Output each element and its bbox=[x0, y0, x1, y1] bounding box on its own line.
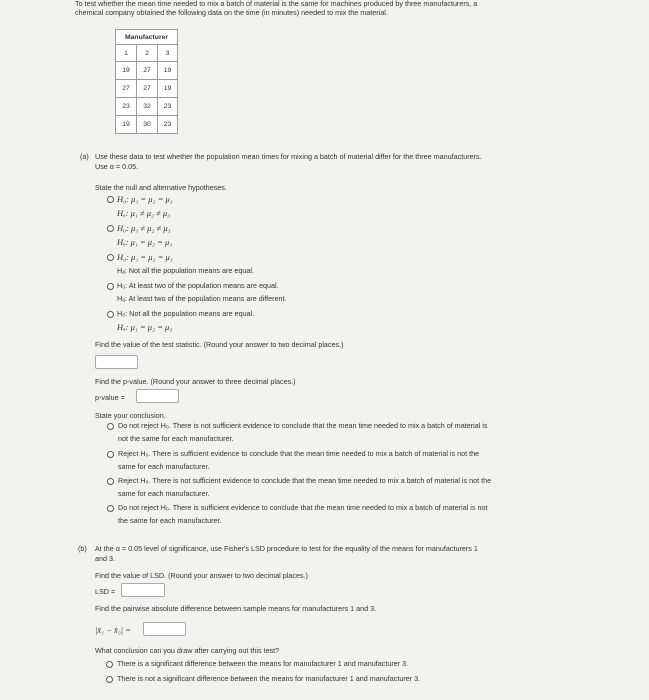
part-b-instruction-2: and 3. bbox=[95, 554, 115, 563]
part-b-instruction: At the α = 0.05 level of significance, use Fisher's LSD procedure to test for the equality of the means for manufacturers 1 bbox=[95, 544, 478, 553]
lsd-prompt: Find the value of LSD. (Round your answer to two decimal places.) bbox=[95, 571, 308, 580]
lsd-label: LSD = bbox=[95, 587, 116, 596]
hyp-2-null: H₀: μ₁ ≠ μ₂ ≠ μ₃ bbox=[117, 223, 171, 233]
table-header: 2 bbox=[137, 45, 158, 62]
test-statistic-input[interactable] bbox=[95, 355, 138, 369]
conclusion-option-3-radio[interactable] bbox=[107, 478, 114, 485]
test-statistic-prompt: Find the value of the test statistic. (Round your answer to two decimal places.) bbox=[95, 340, 344, 349]
lsd-conclusion-prompt: What conclusion can you draw after carrying out this test? bbox=[95, 646, 280, 655]
table-row bbox=[116, 80, 178, 98]
hyp-4-alt: Hₐ: At least two of the population means are different. bbox=[117, 294, 287, 303]
conclusion-2-line-1: Reject H₀. There is sufficient evidence to conclude that the mean time needed to mix a batch of material is not the bbox=[118, 449, 480, 458]
table-cell: 19 bbox=[116, 62, 137, 80]
hyp-5-null: H₀: Not all the population means are equal. bbox=[117, 309, 255, 318]
hyp-1-null: H₀: μ₁ = μ₂ = μ₃ bbox=[117, 194, 173, 204]
table-cell: 23 bbox=[158, 116, 178, 134]
conclusion-option-4-radio[interactable] bbox=[107, 505, 114, 512]
hyp-3-alt: Hₐ: Not all the population means are equal. bbox=[117, 266, 254, 275]
conclusion-3-line-2: same for each manufacturer. bbox=[118, 489, 210, 498]
table-cell: 32 bbox=[137, 98, 158, 116]
hyp-1-alt: Hₐ: μ₁ ≠ μ₂ ≠ μ₃ bbox=[117, 208, 171, 218]
p-value-prompt: Find the p-value. (Round your answer to three decimal places.) bbox=[95, 377, 296, 386]
intro-line-2: chemical company obtained the following data on the time (in minutes) needed to mix the material. bbox=[75, 8, 388, 17]
table-header: 1 bbox=[116, 45, 137, 62]
hypothesis-option-5-radio[interactable] bbox=[107, 311, 114, 318]
hypothesis-option-2-radio[interactable] bbox=[107, 225, 114, 232]
table-cell: 23 bbox=[116, 98, 137, 116]
hypothesis-option-3-radio[interactable] bbox=[107, 254, 114, 261]
lsd-conclusion-1: There is a significant difference between the means for manufacturer 1 and manufacturer 3. bbox=[117, 659, 409, 668]
table-cell: 19 bbox=[116, 116, 137, 134]
table-cell: 27 bbox=[137, 80, 158, 98]
table-cell: 27 bbox=[116, 80, 137, 98]
conclusion-prompt: State your conclusion. bbox=[95, 411, 166, 420]
hypotheses-prompt: State the null and alternative hypotheses. bbox=[95, 183, 227, 192]
conclusion-option-1-radio[interactable] bbox=[107, 423, 114, 430]
p-value-label: p-value = bbox=[95, 393, 125, 402]
table-title: Manufacturer bbox=[116, 30, 178, 45]
hypothesis-option-1-radio[interactable] bbox=[107, 196, 114, 203]
table-cell: 19 bbox=[158, 80, 178, 98]
conclusion-1-line-1: Do not reject H₀. There is not sufficient evidence to conclude that the mean time needed to mix a batch of material is bbox=[118, 421, 488, 430]
part-b-label: (b) bbox=[78, 544, 87, 553]
lsd-input[interactable] bbox=[121, 583, 165, 597]
hyp-4-null: H₀: At least two of the population means are equal. bbox=[117, 281, 279, 290]
difference-label: |x̄₁ − x̄₃| = bbox=[95, 625, 131, 635]
table-row bbox=[116, 62, 178, 80]
manufacturer-table bbox=[115, 29, 178, 134]
part-a-instruction: Use these data to test whether the population mean times for mixing a batch of material differ for the three manufacturers. bbox=[95, 152, 482, 161]
hypothesis-option-4-radio[interactable] bbox=[107, 283, 114, 290]
difference-prompt: Find the pairwise absolute difference between sample means for manufacturers 1 and 3. bbox=[95, 604, 377, 613]
table-cell: 19 bbox=[158, 62, 178, 80]
conclusion-1-line-2: not the same for each manufacturer. bbox=[118, 434, 234, 443]
conclusion-4-line-1: Do not reject H₀. There is sufficient evidence to conclude that the mean time needed to mix a batch of material is not bbox=[118, 503, 488, 512]
table-cell: 30 bbox=[137, 116, 158, 134]
hyp-3-null: H₀: μ₁ = μ₂ = μ₃ bbox=[117, 252, 173, 262]
conclusion-3-line-1: Reject H₀. There is not sufficient evidence to conclude that the mean time needed to mix a batch of material is not the bbox=[118, 476, 492, 485]
lsd-conclusion-2: There is not a significant difference between the means for manufacturer 1 and manufacturer 3. bbox=[117, 674, 421, 683]
difference-input[interactable] bbox=[143, 622, 186, 636]
conclusion-option-2-radio[interactable] bbox=[107, 451, 114, 458]
conclusion-4-line-2: the same for each manufacturer. bbox=[118, 516, 222, 525]
p-value-input[interactable] bbox=[136, 389, 179, 403]
intro-line-1: To test whether the mean time needed to mix a batch of material is the same for machines produced by three manufacturers, a bbox=[75, 0, 478, 8]
table-header: 3 bbox=[158, 45, 178, 62]
conclusion-2-line-2: same for each manufacturer. bbox=[118, 462, 210, 471]
table-row bbox=[116, 98, 178, 116]
hyp-5-alt: Hₐ: μ₁ = μ₂ = μ₃ bbox=[117, 322, 173, 332]
table-cell: 23 bbox=[158, 98, 178, 116]
table-cell: 27 bbox=[137, 62, 158, 80]
lsd-conclusion-option-1-radio[interactable] bbox=[106, 661, 113, 668]
part-a-label: (a) bbox=[80, 152, 89, 161]
lsd-conclusion-option-2-radio[interactable] bbox=[106, 676, 113, 683]
part-a-alpha: Use α = 0.05. bbox=[95, 162, 139, 171]
table-row bbox=[116, 116, 178, 134]
hyp-2-alt: Hₐ: μ₁ = μ₂ = μ₃ bbox=[117, 237, 173, 247]
